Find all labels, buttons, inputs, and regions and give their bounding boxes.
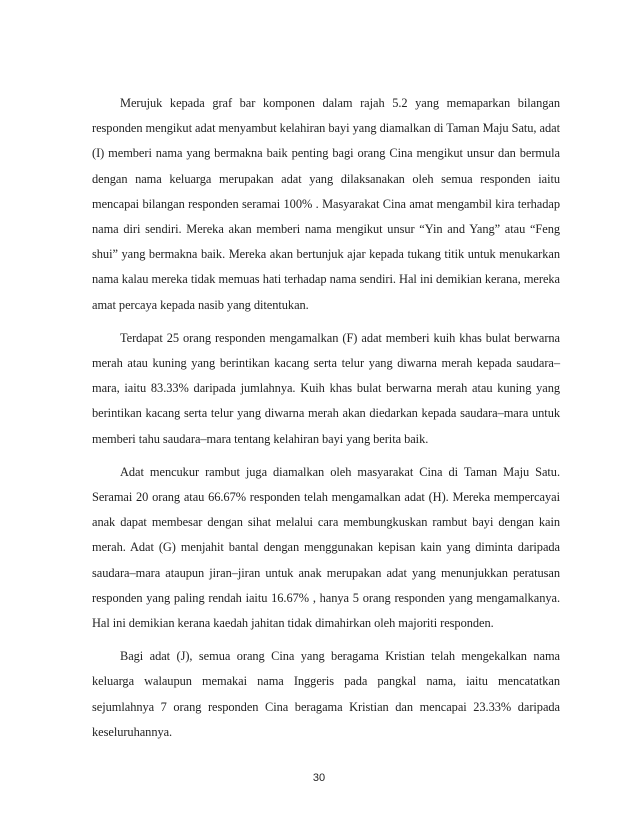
paragraph-4: Bagi adat (J), semua orang Cina yang beragama Kristian telah mengekalkan nama keluarga walaupun memakai nama Inggeris pada pangkal nama, iaitu mencatatkan sejumlahnya 7 orang responden Cina beragama Kristian dan mencapai 23.33% daripada keseluruhannya. <box>92 649 560 739</box>
paragraph-1: Merujuk kepada graf bar komponen dalam rajah 5.2 yang memaparkan bilangan responden mengikut adat menyambut kelahiran bayi yang diamalkan di Taman Maju Satu, adat (I) memberi nama yang bermakna baik penting bagi orang Cina mengikut unsur dan bermula dengan nama keluarga merupakan adat yang dilaksanakan oleh semua responden iaitu mencapai bilangan responden seramai 100% . Masyarakat Cina amat mengambil kira terhadap nama diri sendiri. Mereka akan memberi nama mengikut unsur “Yin and Yang” atau “Feng shui” yang bermakna baik. Mereka akan bertunjuk ajar kepada tukang titik untuk menukarkan nama kalau mereka tidak memuas hati terhadap nama sendiri. Hal ini demikian kerana, mereka amat percaya kepada nasib yang ditentukan. <box>92 96 560 312</box>
body-text <box>92 91 560 745</box>
paragraph-2: Terdapat 25 orang responden mengamalkan (F) adat memberi kuih khas bulat berwarna merah atau kuning yang berintikan kacang serta telur yang diwarna merah kepada saudara–mara, iaitu 83.33% daripada jumlahnya. Kuih khas bulat berwarna merah atau kuning yang berintikan kacang serta telur yang diwarna merah akan diedarkan kepada saudara–mara untuk memberi tahu saudara–mara tentang kelahiran bayi yang berita baik. <box>92 330 560 446</box>
page-number: 30 <box>312 772 326 784</box>
paragraph-3: Adat mencukur rambut juga diamalkan oleh masyarakat Cina di Taman Maju Satu. Seramai 20 orang atau 66.67% responden telah mengamalkan adat (H). Mereka mempercayai anak dapat membesar dengan sihat melalui cara membungkuskan rambut bayi dengan kain merah. Adat (G) menjahit bantal dengan menggunakan kepisan kain yang diminta daripada saudara–mara ataupun jiran–jiran untuk anak merupakan adat yang menunjukkan peratusan responden yang paling rendah iaitu 16.67% , hanya 5 orang responden yang mengamalkanya. Hal ini demikian kerana kaedah jahitan tidak dimahirkan oleh majoriti responden. <box>92 464 560 631</box>
